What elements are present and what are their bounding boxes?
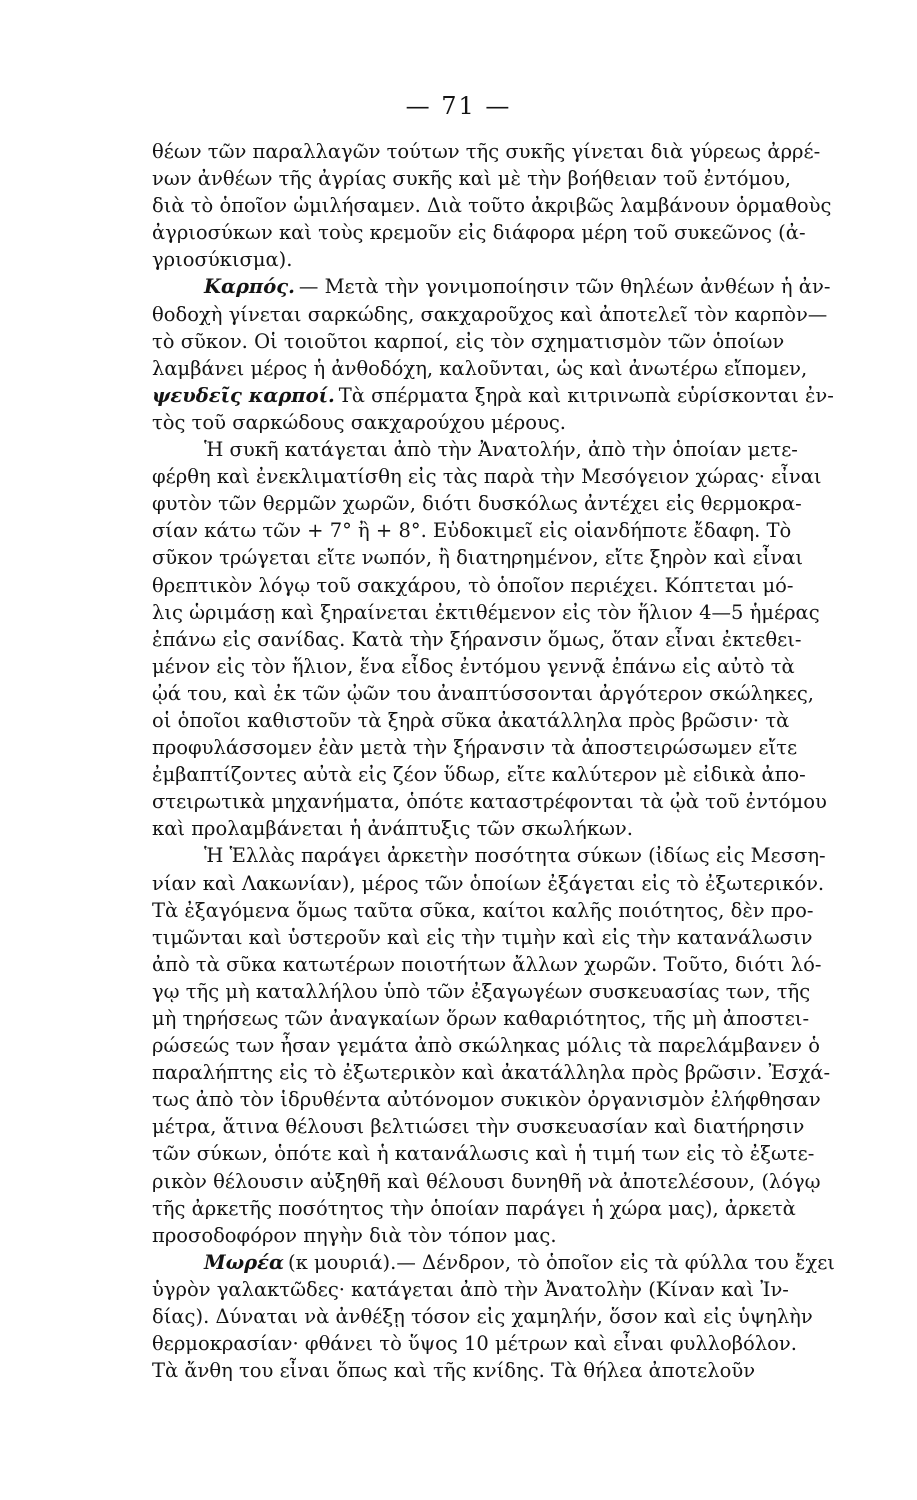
line-text: μέτρα, ἅτινα θέλουσι βελτιώσει τὴν συσκευασίαν καὶ διατήρησιν (152, 1115, 805, 1139)
text-line (152, 815, 912, 842)
line-text: σίαν κάτω τῶν + 7° ἢ + 8°. Εὐδοκιμεῖ εἰς οἱανδήποτε ἔδαφη. Τὸ (152, 519, 792, 543)
text-line (152, 599, 912, 626)
text-line (152, 1249, 912, 1276)
text-line (152, 572, 912, 599)
section-heading: Μωρέα (204, 1250, 284, 1274)
text-line (152, 436, 912, 463)
line-text: Ἡ συκῆ κατάγεται ἀπὸ τὴν Ἀνατολήν, ἀπὸ τὴν ὁποίαν μετε- (204, 438, 798, 462)
text-line (152, 1303, 912, 1330)
text-line (152, 463, 912, 490)
text-line (152, 138, 912, 165)
line-text: Τὰ ἐξαγόμενα ὅμως ταῦτα σῦκα, καίτοι καλῆς ποιότητος, δὲν προ- (152, 898, 814, 922)
text-line (152, 517, 912, 544)
line-text: Τὰ σπέρματα ξηρὰ καὶ κιτρινωπὰ εὑρίσκονται ἐν- (338, 383, 834, 407)
line-text: δίας). Δύναται νὰ ἀνθέξῃ τόσον εἰς χαμηλήν, ὅσον καὶ εἰς ὑψηλὴν (152, 1305, 813, 1329)
text-line (152, 490, 912, 517)
line-text: θοδοχὴ γίνεται σαρκώδης, σακχαροῦχος καὶ ἀποτελεῖ τὸν καρπὸν— (152, 302, 828, 326)
text-line (152, 273, 912, 300)
text-line (152, 951, 912, 978)
line-text: θρεπτικὸν λόγῳ τοῦ σακχάρου, τὸ ὁποῖον περιέχει. Κόπτεται μό- (152, 573, 794, 597)
line-text: λαμβάνει μέρος ἡ ἀνθοδόχη, καλοῦνται, ὡς καὶ ἀνωτέρω εἴπομεν, (152, 356, 808, 380)
line-text: ὑγρὸν γαλακτῶδες· κατάγεται ἀπὸ τὴν Ἀνατολὴν (Κίναν καὶ Ἰν- (152, 1277, 789, 1301)
line-text: στειρωτικὰ μηχανήματα, ὁπότε καταστρέφονται τὰ ᾠὰ τοῦ ἐντόμου (152, 790, 827, 814)
text-line (152, 680, 912, 707)
text-line (152, 707, 912, 734)
line-text: ρικὸν θέλουσιν αὐξηθῆ καὶ θέλουσι δυνηθῆ νὰ ἀποτελέσουν, (λόγῳ (152, 1169, 821, 1193)
text-line (152, 1357, 912, 1384)
line-text: — Μετὰ τὴν γονιμοποίησιν τῶν θηλέων ἀνθέων ἡ ἀν- (298, 275, 831, 299)
text-line (152, 761, 912, 788)
page-number: — 71 — (405, 92, 512, 120)
line-text: ἐπάνω εἰς σανίδας. Κατὰ τὴν ξήρανσιν ὅμως, ὅταν εἶναι ἐκτεθει- (152, 627, 802, 651)
line-text: γριοσύκισμα). (152, 248, 293, 272)
line-text: προσοδοφόρον πηγὴν διὰ τὸν τόπον μας. (152, 1223, 557, 1247)
line-text: τῶν σύκων, ὁπότε καὶ ἡ κατανάλωσις καὶ ἡ τιμή των εἰς τὸ ἐξωτε- (152, 1142, 815, 1166)
line-text: θέων τῶν παραλλαγῶν τούτων τῆς συκῆς γίνεται διὰ γύρεως ἀρρέ- (152, 140, 821, 163)
line-text: τὸ σῦκον. Οἱ τοιοῦτοι καρποί, εἰς τὸν σχηματισμὸν τῶν ὁποίων (152, 329, 785, 353)
text-line (152, 1086, 912, 1113)
text-line (152, 1059, 912, 1086)
line-text: ρώσεώς των ἦσαν γεμάτα ἀπὸ σκώληκας μόλις τὰ παρελάμβανεν ὁ (152, 1034, 820, 1058)
text-line (152, 897, 912, 924)
text-line (152, 1005, 912, 1032)
line-text: τὸς τοῦ σαρκώδους σακχαρούχου μέρους. (152, 410, 566, 434)
text-line (152, 1113, 912, 1140)
text-line (152, 165, 912, 192)
line-text: φυτὸν τῶν θερμῶν χωρῶν, διότι δυσκόλως ἀντέχει εἰς θερμοκρα- (152, 492, 802, 516)
line-text: φέρθη καὶ ἐνεκλιματίσθη εἰς τὰς παρὰ τὴν Μεσόγειον χώρας· εἶναι (152, 465, 822, 489)
line-text: νων ἀνθέων τῆς ἀγρίας συκῆς καὶ μὲ τὴν βοήθειαν τοῦ ἐντόμου, (152, 167, 791, 191)
text-line (152, 626, 912, 653)
line-text: διὰ τὸ ὁποῖον ὡμιλήσαμεν. Διὰ τοῦτο ἀκριβῶς λαμβάνουν ὁρμαθοὺς (152, 194, 832, 218)
line-text: ἀπὸ τὰ σῦκα κατωτέρων ποιοτήτων ἄλλων χωρῶν. Τοῦτο, διότι λό- (152, 952, 822, 976)
text-line (152, 246, 912, 273)
line-text: σῦκον τρώγεται εἴτε νωπόν, ἢ διατηρημένον, εἴτε ξηρὸν καὶ εἶναι (152, 546, 804, 570)
text-line (152, 355, 912, 382)
text-line (152, 382, 912, 409)
text-line (152, 1330, 912, 1357)
text-line (152, 544, 912, 571)
text-line (152, 1195, 912, 1222)
text-line (152, 978, 912, 1005)
line-text: ᾠά του, καὶ ἐκ τῶν ᾠῶν του ἀναπτύσσονται ἀργότερον σκώληκες, (152, 681, 814, 705)
body-text (152, 138, 912, 1384)
text-line (152, 842, 912, 869)
section-heading: ψευδεῖς καρποί. (152, 383, 335, 407)
line-text: παραλήπτης εἰς τὸ ἐξωτερικὸν καὶ ἀκατάλληλα πρὸς βρῶσιν. Ἐσχά- (152, 1061, 831, 1085)
line-text: νίαν καὶ Λακωνίαν), μέρος τῶν ὁποίων ἐξάγεται εἰς τὸ ἐξωτερικόν. (152, 871, 825, 895)
line-text: ἐμβαπτίζοντες αὐτὰ εἰς ζέον ὕδωρ, εἴτε καλύτερον μὲ εἰδικὰ ἀπο- (152, 763, 806, 787)
text-line (152, 192, 912, 219)
text-line (152, 870, 912, 897)
line-text: τως ἀπὸ τὸν ἱδρυθέντα αὐτόνομον συκικὸν ὀργανισμὸν ἐλήφθησαν (152, 1088, 821, 1112)
text-line (152, 1140, 912, 1167)
line-text: μὴ τηρήσεως τῶν ἀναγκαίων ὅρων καθαριότητος, τῆς μὴ ἀποστει- (152, 1007, 810, 1030)
text-line (152, 788, 912, 815)
text-line (152, 1032, 912, 1059)
text-line (152, 328, 912, 355)
line-text: γῳ τῆς μὴ καταλλήλου ὑπὸ τῶν ἐξαγωγέων συσκευασίας των, τῆς (152, 979, 811, 1003)
text-line (152, 409, 912, 436)
line-text: ἀγριοσύκων καὶ τοὺς κρεμοῦν εἰς διάφορα μέρη τοῦ συκεῶνος (ἀ- (152, 221, 806, 245)
text-line (152, 653, 912, 680)
line-text: θερμοκρασίαν· φθάνει τὸ ὕψος 10 μέτρων καὶ εἶναι φυλλοβόλον. (152, 1332, 797, 1356)
line-text: μένον εἰς τὸν ἥλιον, ἕνα εἶδος ἐντόμου γεννᾷ ἐπάνω εἰς αὐτὸ τὰ (152, 654, 795, 678)
section-heading: Καρπός. (204, 275, 295, 299)
text-line (152, 301, 912, 328)
line-text: (κ μουριά).— Δένδρον, τὸ ὁποῖον εἰς τὰ φύλλα του ἔχει (287, 1250, 835, 1274)
line-text: τῆς ἀρκετῆς ποσότητος τὴν ὁποίαν παράγει ἡ χώρα μας), ἀρκετὰ (152, 1196, 796, 1220)
line-text: Τὰ ἄνθη του εἶναι ὅπως καὶ τῆς κνίδης. Τὰ θήλεα ἀποτελοῦν (152, 1359, 756, 1383)
text-line (152, 924, 912, 951)
line-text: τιμῶνται καὶ ὑστεροῦν καὶ εἰς τὴν τιμὴν καὶ εἰς τὴν κατανάλωσιν (152, 925, 813, 949)
line-text: λις ὡριμάσῃ καὶ ξηραίνεται ἐκτιθέμενον εἰς τὸν ἥλιον 4—5 ἡμέρας (152, 600, 820, 624)
text-line (152, 1276, 912, 1303)
text-line (152, 219, 912, 246)
line-text: Ἡ Ἑλλὰς παράγει ἀρκετὴν ποσότητα σύκων (ἰδίως εἰς Μεσση- (204, 844, 826, 868)
line-text: προφυλάσσομεν ἐὰν μετὰ τὴν ξήρανσιν τὰ ἀποστειρώσωμεν εἴτε (152, 736, 798, 760)
line-text: καὶ προλαμβάνεται ἡ ἀνάπτυξις τῶν σκωλήκων. (152, 817, 633, 841)
text-line (152, 1168, 912, 1195)
text-line (152, 1222, 912, 1249)
line-text: οἱ ὁποῖοι καθιστοῦν τὰ ξηρὰ σῦκα ἀκατάλληλα πρὸς βρῶσιν· τὰ (152, 708, 790, 732)
text-line (152, 734, 912, 761)
